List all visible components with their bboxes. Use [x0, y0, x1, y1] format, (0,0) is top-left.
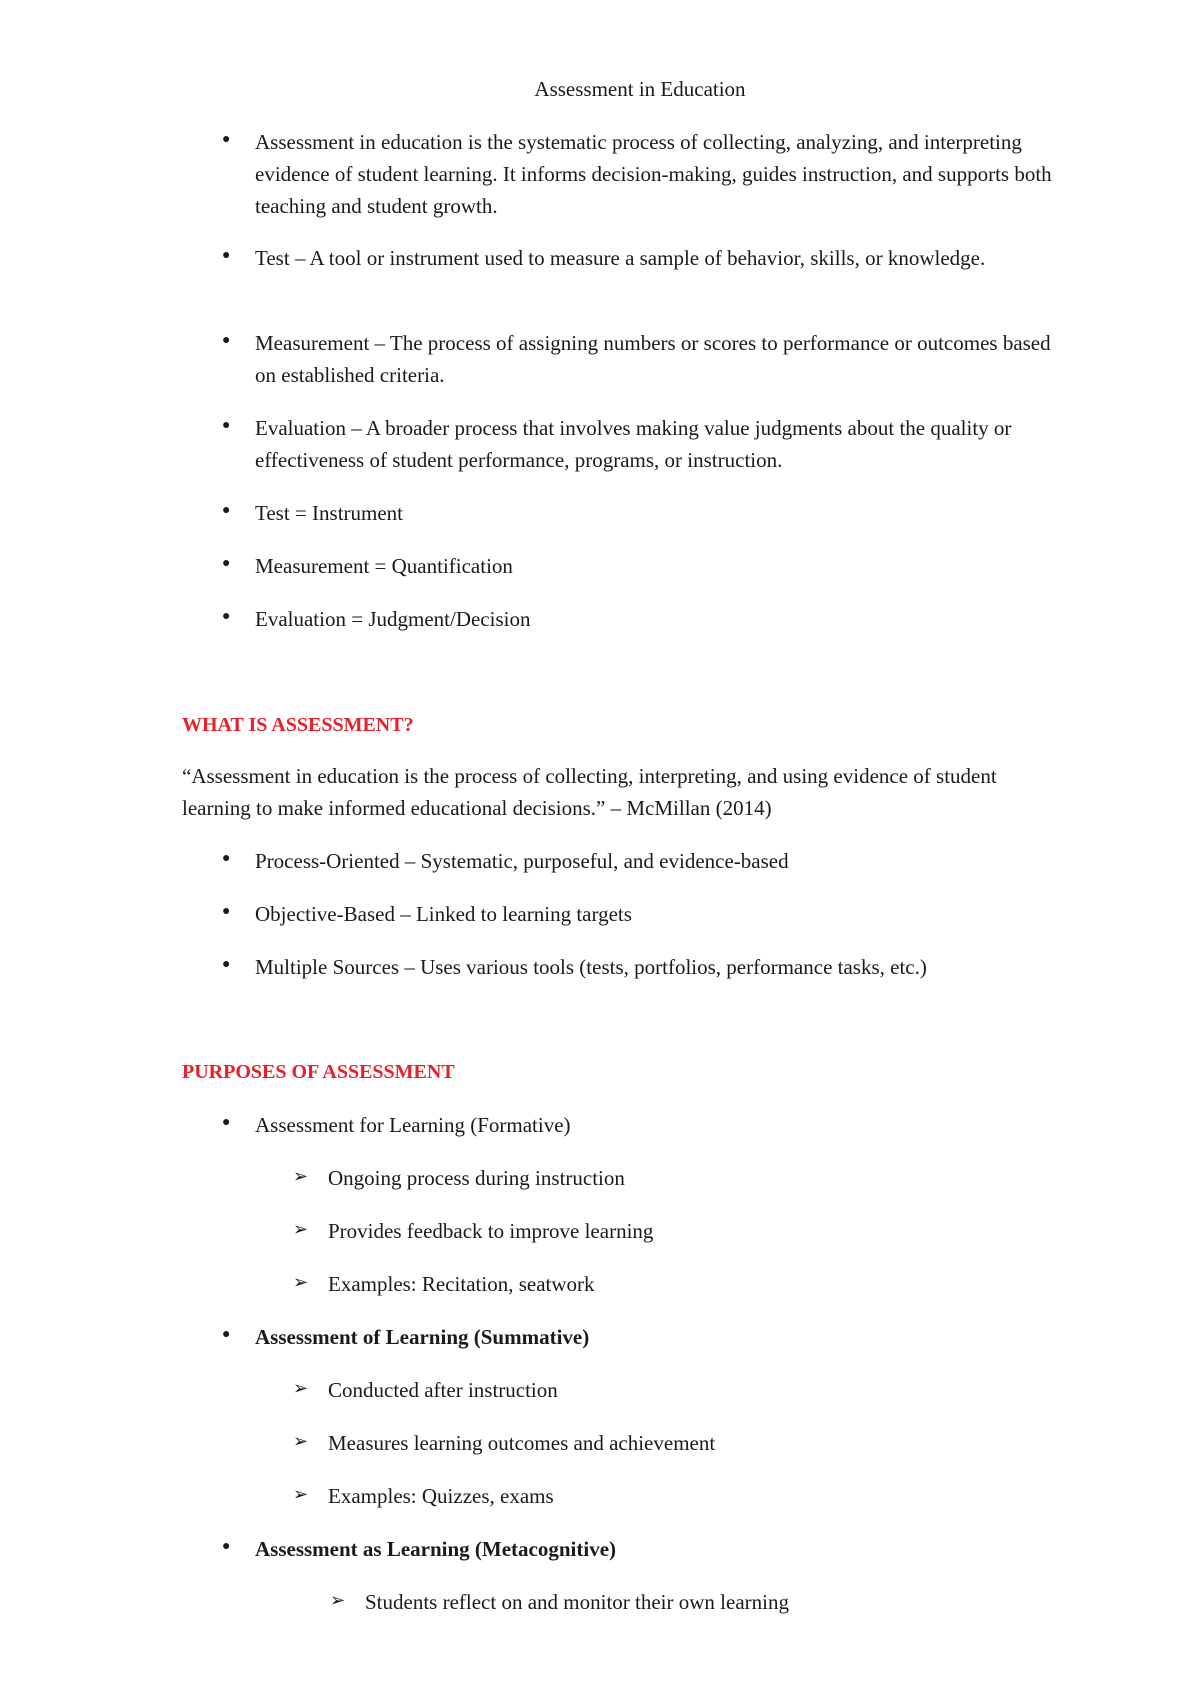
list-item-multiple-sources: Multiple Sources – Uses various tools (tests, portfolios, performance tasks, etc.) [255, 955, 927, 979]
bullet-icon: ● [222, 1539, 231, 1554]
list-item-measurement-equals: Measurement = Quantification [255, 554, 513, 578]
arrow-bullet-icon: ➢ [293, 1272, 309, 1292]
bullet-icon: ● [222, 333, 231, 348]
list-item-test-equals: Test = Instrument [255, 501, 404, 525]
bullet-icon: ● [222, 957, 231, 972]
subitem: Students reflect on and monitor their own learning [365, 1590, 789, 1614]
subitem: Ongoing process during instruction [328, 1166, 625, 1190]
bullet-icon: ● [222, 1115, 231, 1130]
subitem: Examples: Recitation, seatwork [328, 1272, 595, 1296]
list-item-process-oriented: Process-Oriented – Systematic, purposeful, and evidence-based [255, 849, 789, 873]
subitem: Conducted after instruction [328, 1378, 558, 1402]
group-label-summative: Assessment of Learning (Summative) [255, 1325, 590, 1349]
arrow-bullet-icon: ➢ [293, 1378, 309, 1398]
subitem: Provides feedback to improve learning [328, 1219, 654, 1243]
arrow-bullet-icon: ➢ [293, 1166, 309, 1186]
arrow-bullet-icon: ➢ [330, 1590, 346, 1610]
heading-what-is-assessment: WHAT IS ASSESSMENT? [182, 714, 414, 736]
bullet-icon: ● [222, 132, 231, 147]
mcmillan-quote: “Assessment in education is the process of collecting, interpreting, and using evidence of student learning to make informed educational decisions.” – McMillan (2014) [182, 764, 997, 820]
list-item-assessment-definition: Assessment in education is the systematic process of collecting, analyzing, and interpreting evidence of student learning. It informs decision-making, guides instruction, and supports both teaching and student growth. [255, 130, 1052, 218]
bullet-icon: ● [222, 248, 231, 263]
bullet-icon: ● [222, 851, 231, 866]
list-item-objective-based: Objective-Based – Linked to learning targets [255, 902, 632, 926]
list-item-test: Test – A tool or instrument used to measure a sample of behavior, skills, or knowledge. [255, 246, 986, 270]
group-label-formative: Assessment for Learning (Formative) [255, 1113, 571, 1137]
arrow-bullet-icon: ➢ [293, 1484, 309, 1504]
bullet-icon: ● [222, 503, 231, 518]
arrow-bullet-icon: ➢ [293, 1219, 309, 1239]
bullet-icon: ● [222, 1327, 231, 1342]
list-item-evaluation: Evaluation – A broader process that involves making value judgments about the quality or effectiveness of student performance, programs, or instruction. [255, 416, 1012, 472]
document-title: Assessment in Education [534, 77, 746, 101]
list-item-evaluation-equals: Evaluation = Judgment/Decision [255, 607, 531, 631]
heading-purposes-of-assessment: PURPOSES OF ASSESSMENT [182, 1061, 455, 1083]
list-item-measurement: Measurement – The process of assigning numbers or scores to performance or outcomes based on established criteria. [255, 331, 1051, 387]
arrow-bullet-icon: ➢ [293, 1431, 309, 1451]
bullet-icon: ● [222, 556, 231, 571]
group-label-metacognitive: Assessment as Learning (Metacognitive) [255, 1537, 617, 1561]
bullet-icon: ● [222, 904, 231, 919]
bullet-icon: ● [222, 418, 231, 433]
subitem: Measures learning outcomes and achievement [328, 1431, 716, 1455]
bullet-icon: ● [222, 609, 231, 624]
subitem: Examples: Quizzes, exams [328, 1484, 554, 1508]
